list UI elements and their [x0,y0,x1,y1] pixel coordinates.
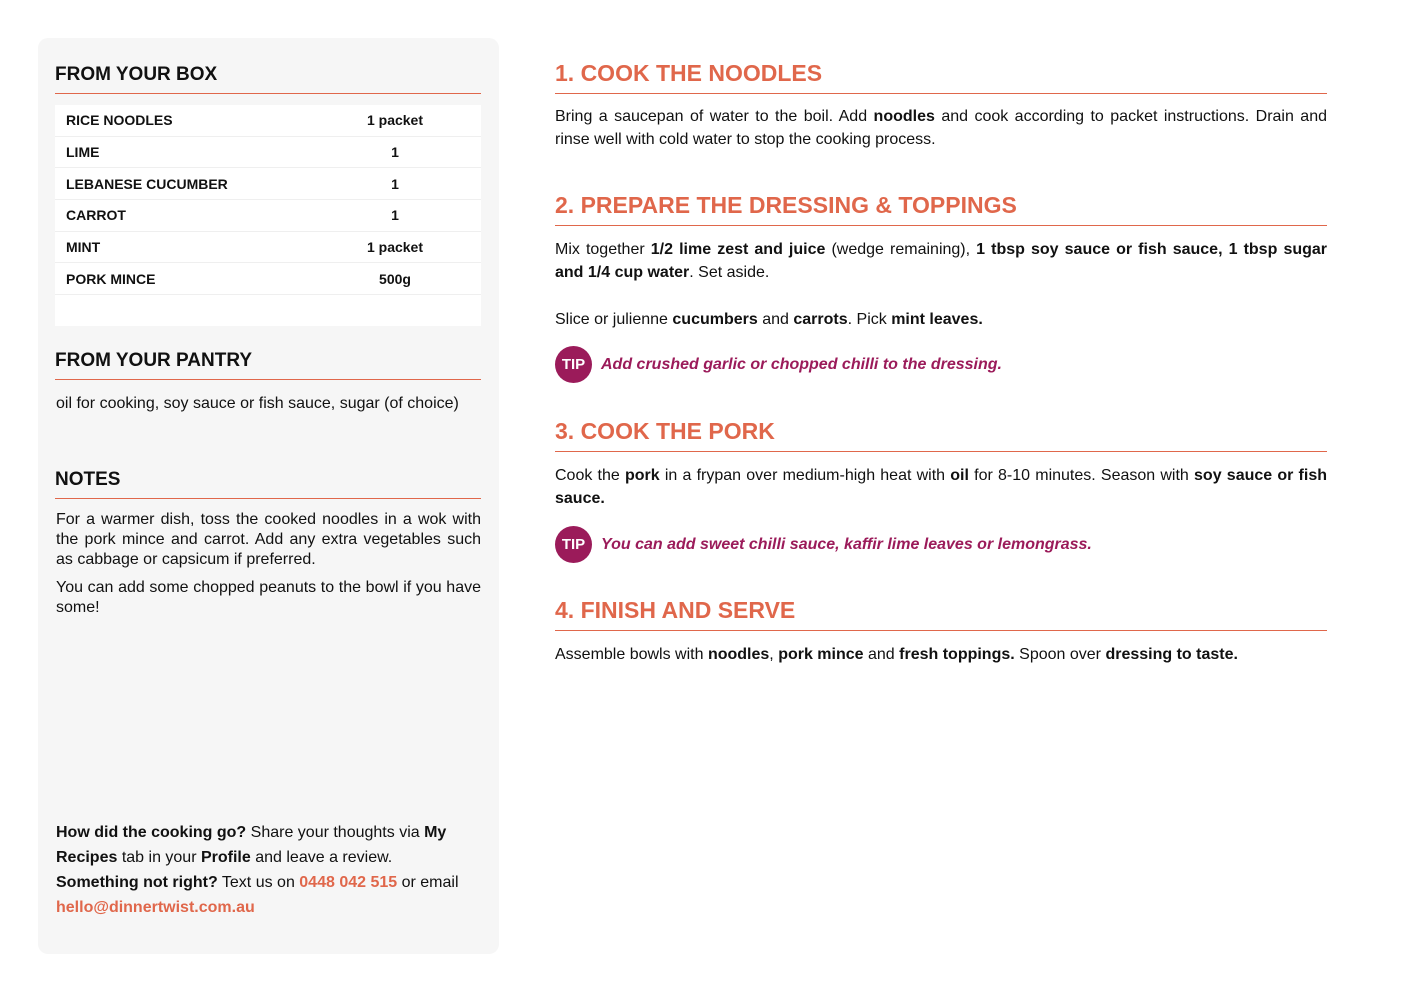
step-1-text [555,105,1327,151]
text: Slice or julienne [555,311,673,328]
text: and cook according to packet instructions. Drain and rinse well with cold water to stop the cooking process. [555,108,1328,148]
text: Bring a saucepan of water to the boil. Add [555,108,874,125]
bold-text: 1 tbsp soy sauce or fish sauce, 1 tbsp sugar and 1/4 cup water [555,241,1328,281]
tip-text: Add crushed garlic or chopped chilli to the dressing. [601,355,1002,373]
text: (wedge remaining), [825,241,977,258]
profile-label: Profile [200,849,251,866]
bold-text: oil [950,467,969,484]
bold-text: soy sauce or fish sauce. [555,467,1328,507]
ingredient-qty: 1 packet [366,112,424,129]
text: and leave a review. [250,849,393,866]
bold-text: noodles [873,108,935,125]
tip-badge: TIP [555,526,592,563]
step-1-title: 1. COOK THE NOODLES [555,60,1327,94]
bold-text: pork mince [778,646,864,663]
bold-text: mint leaves. [891,311,983,328]
ingredient-qty: 1 packet [366,239,424,256]
bold-text: fresh toppings. [899,646,1015,663]
feedback-question: How did the cooking go? [56,824,247,841]
ingredient-qty: 1 [391,175,399,192]
support-question: Something not right? [56,874,218,891]
step-4-title: 4. FINISH AND SERVE [555,597,1327,631]
ingredient-qty: 1 [391,144,399,161]
text: Spoon over [1014,646,1106,663]
text: . Pick [847,311,892,328]
text: tab in your [117,849,201,866]
notes-paragraph: For a warmer dish, toss the cooked noodles in a wok with the pork mince and carrot. Add any extra vegetables such as cabbage or capsicum if preferred. [56,511,481,568]
notes-title: NOTES [55,469,481,499]
tip-badge: TIP [555,346,592,383]
bold-text: cucumbers [672,311,758,328]
step-4-text [555,643,1327,666]
text: in a frypan over medium-high heat with [659,467,951,484]
text: and [863,646,900,663]
step-2-text [555,238,1327,284]
table-row [55,232,481,264]
step-2-text-2 [555,308,1327,331]
text: and [757,311,794,328]
table-row [55,105,481,137]
step-3-text [555,464,1327,510]
ingredient-name: PORK MINCE [66,270,156,287]
ingredient-name: LIME [66,144,100,161]
email-link[interactable]: hello@dinnertwist.com.au [56,899,255,916]
text: Cook the [555,467,625,484]
table-row [55,200,481,232]
step-3-title: 3. COOK THE PORK [555,418,1327,452]
from-your-pantry-title: FROM YOUR PANTRY [55,350,481,380]
from-your-box-title: FROM YOUR BOX [55,64,481,94]
table-row [55,137,481,169]
ingredient-name: RICE NOODLES [66,112,173,129]
ingredient-name: LEBANESE CUCUMBER [66,175,228,192]
table-row [55,168,481,200]
text: Mix together [555,241,651,258]
table-row [55,263,481,295]
bold-text: 1/2 lime zest and juice [650,241,826,258]
ingredient-qty: 500g [379,270,411,287]
text: for 8-10 minutes. Season with [968,467,1195,484]
text: or email [397,874,459,891]
tip-text: You can add sweet chilli sauce, kaffir lime leaves or lemongrass. [601,535,1092,553]
text: Assemble bowls with [555,646,708,663]
bold-text: pork [625,467,660,484]
step-3-tip [555,526,1092,563]
ingredient-name: MINT [66,239,101,256]
bold-text: noodles [707,646,770,663]
phone-link[interactable]: 0448 042 515 [299,874,398,891]
step-2-tip [555,346,1002,383]
notes-text [56,510,481,626]
text: Text us on [217,874,300,891]
notes-paragraph: You can add some chopped peanuts to the bowl if you have some! [56,579,481,616]
text: , [769,646,779,663]
bold-text: carrots [793,311,848,328]
my-recipes-label: My Recipes [56,824,447,866]
text: . Set aside. [689,264,770,281]
feedback-text [56,820,486,920]
step-2-title: 2. PREPARE THE DRESSING & TOPPINGS [555,192,1327,226]
box-ingredients-table [55,105,481,326]
ingredient-qty: 1 [391,207,399,224]
pantry-text: oil for cooking, soy sauce or fish sauce, sugar (of choice) [56,395,459,412]
bold-text: dressing to taste. [1105,646,1238,663]
text: Share your thoughts via [246,824,425,841]
ingredients-panel [38,38,499,954]
ingredient-name: CARROT [66,207,126,224]
